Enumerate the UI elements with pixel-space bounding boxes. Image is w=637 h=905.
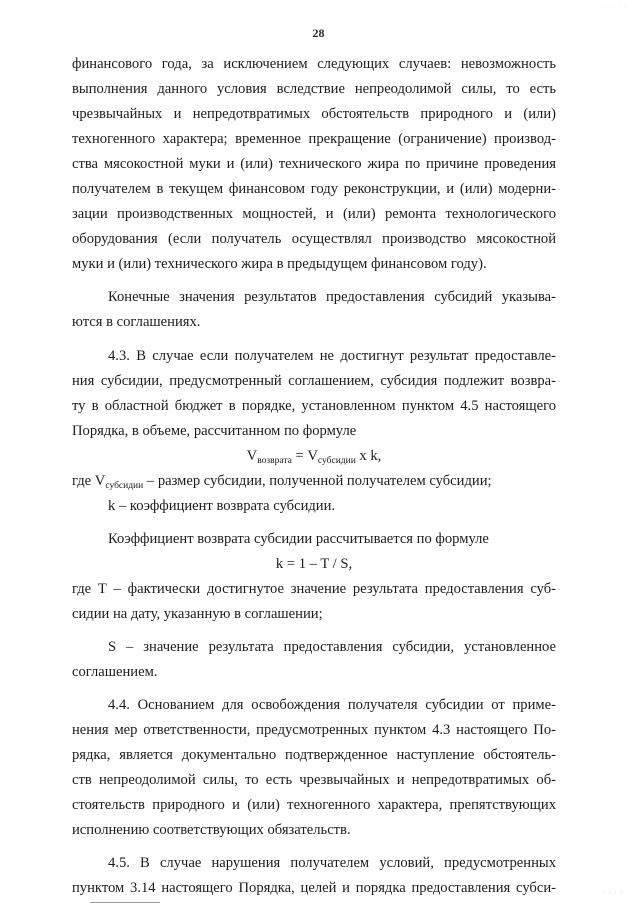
text-line: пунктом 3.14 настоящего Порядка, целей и порядка предоставления субси- — [72, 880, 556, 897]
text-line: 4.4. Основанием для освобождения получателя субсидии от приме- — [108, 697, 556, 714]
text-line: Порядка, в объеме, рассчитанном по формуле — [72, 422, 357, 439]
definition-s — [72, 635, 556, 685]
text-line: ств непреодолимой силы, то есть чрезвычайных и непредотвратимых об- — [72, 772, 556, 789]
text-line: ства мясокостной муки и (или) технического жира по причине проведения — [72, 156, 556, 173]
scan-artifact-bottom: · · · · — [602, 890, 623, 897]
definition-t — [72, 577, 556, 627]
text-line: финансового года, за исключением следующих случаев: невозможность — [72, 56, 556, 72]
scan-edge-line — [90, 902, 160, 903]
page-number: 28 — [312, 26, 325, 40]
formula-coefficient: k = 1 – T / S, — [275, 555, 353, 572]
formula-refund: $V_{возврата} = V_{субсидии}$ x k, — [246, 447, 382, 466]
paragraph-4-3 — [72, 344, 556, 444]
text-line: зации производственных мощностей, и (или) ремонта технологического — [72, 206, 556, 223]
text-line: S – значение результата предоставления субсидии, установленное — [108, 639, 556, 656]
definition-v-subsidy: где $V_{субсидии}$ – размер субсидии, полученной получателем субсидии; — [72, 472, 492, 491]
text-line: муки и (или) технического жира в предыдущем финансовом году). — [72, 256, 487, 273]
text-line: 4.3. В случае если получателем не достигнут результат предоставле- — [108, 347, 556, 364]
text-line: ются в соглашениях. — [72, 314, 201, 331]
paragraph-4-4 — [72, 693, 556, 843]
text-line: сидии на дату, указанную в соглашении; — [72, 605, 323, 622]
text-line: нения мер ответственности, предусмотренных пунктом 4.3 настоящего По- — [72, 722, 556, 739]
text-line: стоятельств природного и (или) техногенного характера, препятствующих — [72, 797, 556, 814]
text-line: соглашением. — [72, 664, 158, 681]
scan-artifact-top: · · · · · — [600, 4, 627, 11]
text-line: 4.5. В случае нарушения получателем условий, предусмотренных — [108, 855, 556, 872]
text-line: техногенного характера; временное прекращение (ограничение) производ- — [72, 131, 556, 148]
text-line: рядка, является документально подтвержденное наступление обстоятель- — [72, 747, 556, 764]
text-line: где Т – фактически достигнутое значение результата предоставления суб- — [72, 580, 556, 597]
text-line: получателем в текущем финансовом году реконструкции, и (или) модерни- — [72, 181, 556, 198]
paragraph-4-5 — [72, 851, 556, 901]
text-line: чрезвычайных и непредотвратимых обстоятельств природного и (или) — [72, 106, 556, 123]
definition-k: k – коэффициент возврата субсидии. — [108, 497, 336, 514]
document-body — [72, 52, 556, 902]
paragraph-final-values — [72, 285, 556, 335]
text-line: ния субсидии, предусмотренный соглашением, субсидия подлежит возвра- — [72, 372, 556, 389]
text-line: исполнению соответствующих обязательств. — [72, 822, 351, 839]
coefficient-intro: Коэффициент возврата субсидии рассчитывается по формуле — [108, 530, 489, 547]
paragraph-continuation — [72, 52, 556, 277]
text-line: Конечные значения результатов предоставления субсидий указыва- — [108, 289, 556, 306]
text-line: выполнения данного условия вследствие непреодолимой силы, то есть — [72, 81, 556, 98]
text-line: ту в областной бюджет в порядке, установленном пунктом 4.5 настоящего — [72, 397, 556, 414]
text-line: оборудования (если получатель осуществлял производство мясокостной — [72, 231, 556, 248]
